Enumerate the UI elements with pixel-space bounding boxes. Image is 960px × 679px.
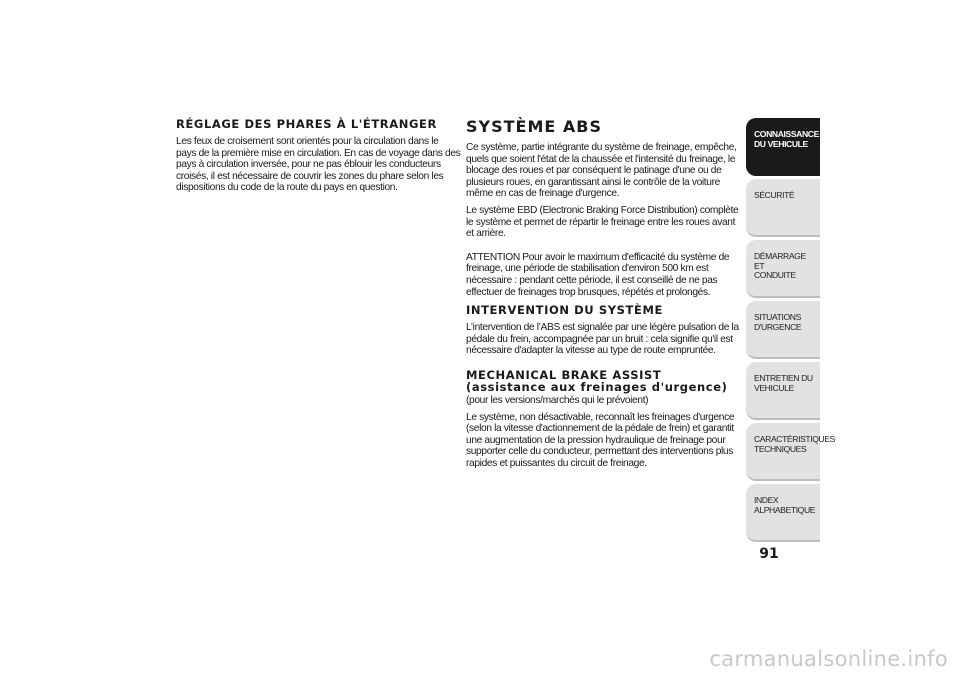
mba-text: Le système, non désactivable, reconnaît les freinages d'urgence (selon la vitesse d'actionnement de la pédale de frein) et garantit une augmentation de la pression hydraulique de freinage pour supporter celle du conducteur, permettant des interventions plus rapides et puissantes du circuit de freinage. bbox=[466, 411, 735, 469]
tab-index-alphabetique[interactable] bbox=[746, 484, 820, 542]
tab-entretien-du-vehicule[interactable] bbox=[746, 362, 820, 420]
tab-label-line1: SITUATIONS bbox=[754, 312, 801, 322]
tab-label-line2: ALPHABETIQUE bbox=[754, 504, 816, 515]
abs-heading: SYSTÈME ABS bbox=[466, 117, 602, 136]
tab-situations-durgence[interactable] bbox=[746, 301, 820, 359]
tab-label-line2: VEHICULE bbox=[754, 382, 794, 393]
tab-label-line2: TECHNIQUES bbox=[754, 443, 807, 454]
tab-demarrage-et-conduite[interactable] bbox=[746, 240, 820, 298]
left-column bbox=[176, 118, 461, 199]
tab-label-line1: INDEX bbox=[754, 495, 779, 505]
watermark: carmanualsonline.info bbox=[709, 647, 948, 671]
chapter-tabs bbox=[746, 118, 835, 545]
page-number: 91 bbox=[759, 546, 779, 562]
mba-subheading: (assistance aux freinages d'urgence) bbox=[466, 379, 728, 394]
tab-label-line1: SÉCURITÉ bbox=[754, 190, 795, 200]
mba-section bbox=[466, 369, 740, 470]
intervention-text: L’intervention de l’ABS est signalée par une légère pulsation de la pédale du frein, accompagnée par un bruit : cela signifie qu'il est nécessaire d'adapter la vitesse au type de route empruntée. bbox=[466, 322, 739, 357]
main-column bbox=[466, 118, 740, 474]
tab-label-line1: CONNAISSANCE bbox=[754, 129, 819, 139]
tab-label-line1: CARACTÉRISTIQUES bbox=[754, 434, 835, 444]
tab-caracteristiques-techniques[interactable] bbox=[746, 423, 835, 481]
tab-securite[interactable] bbox=[746, 179, 820, 237]
abs-paragraph-2: Le système EBD (Electronic Braking Force Distribution) complète le système et permet de répartir le freinage entre les roues avant et arrière. bbox=[466, 204, 739, 240]
abs-paragraph-1: Ce système, partie intégrante du système de freinage, empêche, quels que soient l'état de la chaussée et l'intensité du freinage, le blocage des roues et par conséquent le patinage d'une ou de plusieurs roues, en garantissant ainsi le contrôle de la voiture même en cas de freinage d'urgence. bbox=[466, 142, 737, 200]
abs-attention-paragraph: ATTENTION Pour avoir le maximum d'efficacité du système de freinage, une période de stabilisation d'environ 500 km est nécessaire : pendant cette période, il est conseillé de ne pas effectuer de freinages trop brusques, répétés et prolongés. bbox=[466, 251, 730, 298]
tab-label-line2: CONDUITE bbox=[754, 270, 796, 281]
tab-label-line1: ENTRETIEN DU bbox=[754, 373, 813, 383]
intervention-section bbox=[466, 304, 740, 357]
tab-label-line1: DÉMARRAGE ET bbox=[754, 251, 806, 271]
mba-heading: MECHANICAL BRAKE ASSIST bbox=[466, 367, 662, 382]
tab-connaissance-du-vehicule[interactable] bbox=[746, 118, 820, 176]
mba-note: (pour les versions/marchés qui le prévoient) bbox=[466, 394, 649, 406]
headlight-adjustment-heading: RÉGLAGE DES PHARES À L'ÉTRANGER bbox=[176, 117, 437, 131]
tab-label-line2: DU VEHICULE bbox=[754, 138, 808, 149]
headlight-adjustment-text: Les feux de croisement sont orientés pour la circulation dans le pays de la première mise en circulation. En cas de voyage dans des pays à circulation inversée, pour ne pas éblouir les conducteurs croisés, il est nécessaire de couvrir les zones du phare selon les dispositions du code de la route du pays en question. bbox=[176, 136, 461, 194]
tab-label-line2: D'URGENCE bbox=[754, 321, 802, 332]
intervention-heading: INTERVENTION DU SYSTÈME bbox=[466, 303, 663, 318]
